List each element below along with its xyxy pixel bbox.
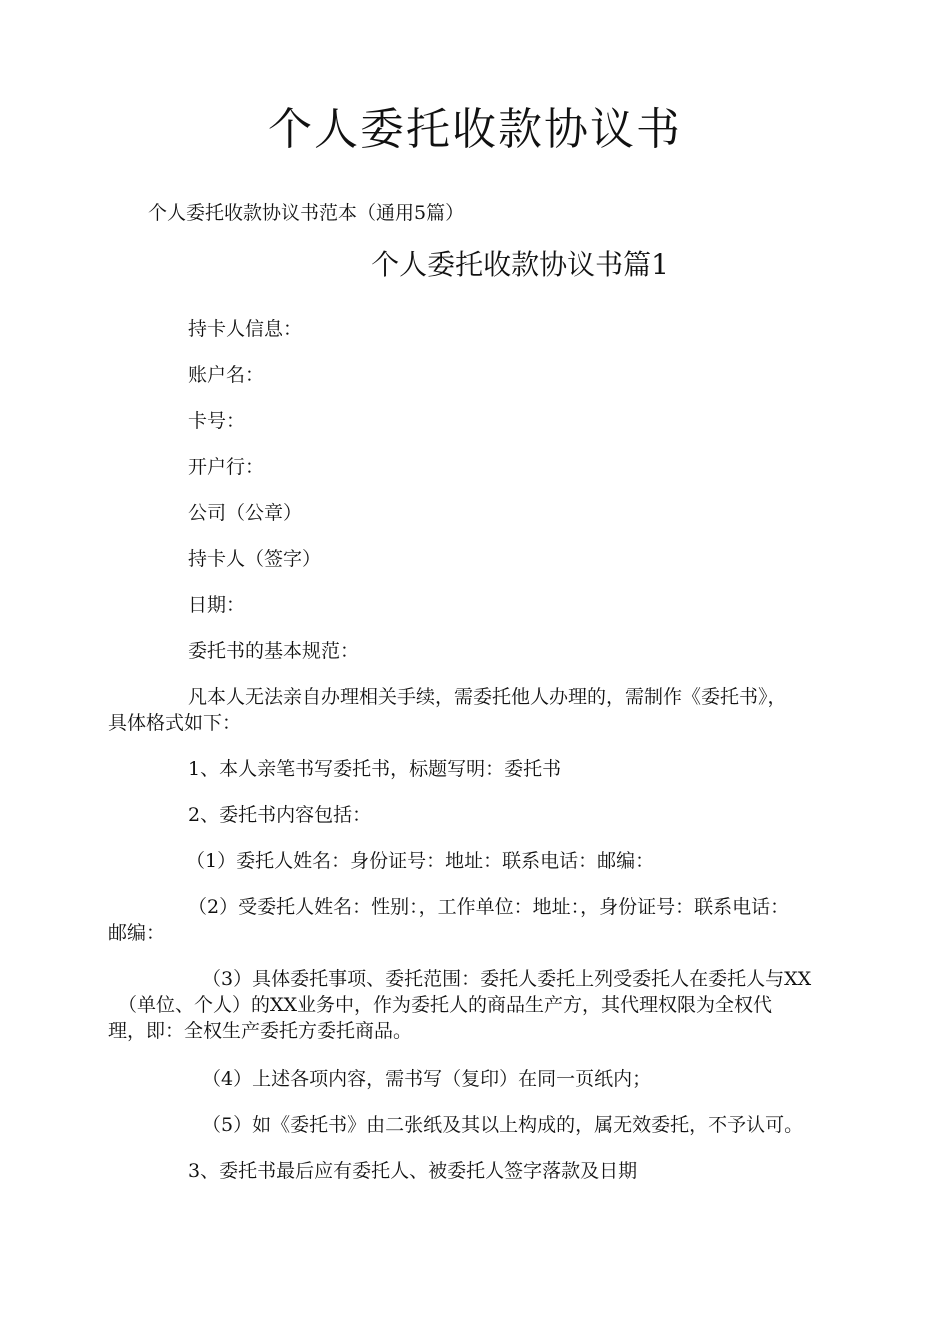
- sub-item-2-line1: （2）受委托人姓名：性别：，工作单位：地址：，身份证号：联系电话：: [188, 896, 790, 918]
- sub-item-4: （4）上述各项内容，需书写（复印）在同一页纸内；: [202, 1068, 652, 1090]
- field-company-seal: 公司（公章）: [188, 502, 303, 524]
- section-title: 个人委托收款协议书篇1: [371, 248, 669, 281]
- field-cardholder-signature: 持卡人（签字）: [188, 548, 322, 570]
- sub-item-3: [108, 966, 838, 1044]
- paragraph-intro: [108, 684, 838, 736]
- sub-item-3-line1: （3）具体委托事项、委托范围：委托人委托上列受委托人在委托人与XX: [202, 968, 812, 990]
- sub-item-2: [108, 894, 838, 946]
- sub-item-3-line3: 理，即：全权生产委托方委托商品。: [108, 1020, 413, 1042]
- field-account-name: 账户名：: [188, 364, 265, 386]
- item-3: 3、委托书最后应有委托人、被委托人签字落款及日期: [188, 1160, 638, 1182]
- paragraph-intro-line1: 凡本人无法亲自办理相关手续，需委托他人办理的，需制作《委托书》，: [188, 686, 787, 708]
- item-2: 2、委托书内容包括：: [188, 804, 372, 826]
- sub-item-2-line2: 邮编：: [108, 922, 166, 944]
- document-title: 个人委托收款协议书: [268, 104, 682, 155]
- field-bank: 开户行：: [188, 456, 265, 478]
- field-date: 日期：: [188, 594, 246, 616]
- document-subtitle: 个人委托收款协议书范本（通用5篇）: [148, 202, 465, 224]
- field-card-number: 卡号：: [188, 410, 246, 432]
- sub-item-5: （5）如《委托书》由二张纸及其以上构成的，属无效委托，不予认可。: [202, 1114, 804, 1136]
- field-basic-rules-heading: 委托书的基本规范：: [188, 640, 360, 662]
- field-cardholder-info: 持卡人信息：: [188, 318, 303, 340]
- sub-item-1: （1）委托人姓名：身份证号：地址：联系电话：邮编：: [186, 850, 655, 872]
- item-1: 1、本人亲笔书写委托书，标题写明：委托书: [188, 758, 562, 780]
- sub-item-3-line2: （单位、个人）的XX业务中，作为委托人的商品生产方，其代理权限为全权代: [118, 994, 773, 1016]
- paragraph-intro-line2: 具体格式如下：: [108, 712, 242, 734]
